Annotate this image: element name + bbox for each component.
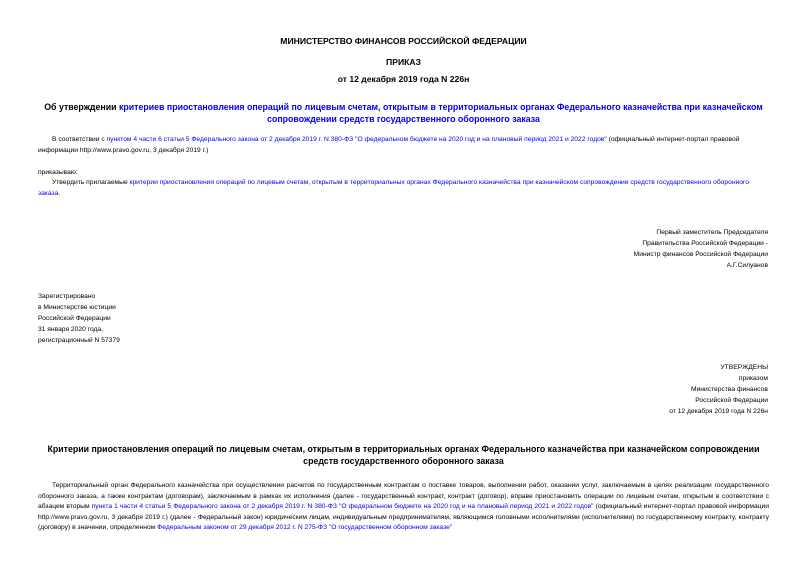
order-title: ПРИКАЗ <box>386 57 421 67</box>
approve-prefix: Утвердить прилагаемые <box>52 179 130 186</box>
signature-line: Правительства Российской Федерации - <box>642 240 768 247</box>
orders-word: приказываю: <box>38 169 78 176</box>
signature-line: Министр финансов Российской Федерации <box>633 251 768 258</box>
approve-criteria-link[interactable]: критерии приостановления операций по лицевым счетам, открытым в территориальных органах Федерального казначейства при казначейском сопровождении средств государственного оборонного заказа <box>38 179 749 197</box>
criteria-body-part2: (официальный интернет-портал правовой информации http://www.pravo.gov.ru, 3 декабря 2019 г.) (далее - Федеральный закон) юридическим лицам, индивидуальным предпринимателям, являющимся головными исполнителями (исполнителями) по государственному контракту, контракту (договору) в значении, определенном <box>38 503 770 532</box>
legal-basis-prefix: В соответствии с <box>52 136 107 143</box>
criteria-body-paragraph <box>38 481 769 534</box>
ministry-heading: МИНИСТЕРСТВО ФИНАНСОВ РОССИЙСКОЙ ФЕДЕРАЦИИ <box>280 36 527 46</box>
signature-block <box>634 227 768 271</box>
legal-basis-link[interactable]: пунктом 4 части 6 статьи 5 Федерального закона от 2 декабря 2019 г. N 380-ФЗ "О федеральном бюджете на 2020 год и на плановый период 2021 и 2022 годов" <box>106 136 607 143</box>
order-subject-link[interactable]: критериев приостановления операций по лицевым счетам, открытым в территориальных органах Федерального казначейства при казначейском сопровождении средств государственного оборонного заказа <box>118 102 763 124</box>
approved-line: приказом <box>738 375 768 382</box>
approved-line: Министерства финансов <box>690 386 768 393</box>
registration-block <box>38 291 120 346</box>
order-subject-prefix: Об утверждении <box>44 102 119 112</box>
signatory-name: А.Г.Силуанов <box>726 262 768 269</box>
registration-line: Российской Федерации <box>38 315 111 322</box>
criteria-title: Критерии приостановления операций по лицевым счетам, открытым в территориальных органах Федерального казначейства при казначейском сопровождении средств государственного оборонного заказа <box>47 444 760 466</box>
criteria-body-part1: Территориальный орган Федерального казначейства при осуществлении расчетов по государственным контрактам о поставке товаров, выполнении работ, оказании услуг, заключаемым в целях реализации государственного оборонного заказа, а также контрактам (договорам), заключаемым в рамках их исполнения (далее - государственный контракт, контракт (договор), вправе приостановить операции по лицевым счетам, открытым в соответствии с абзацем вторым <box>38 482 769 511</box>
approved-date: от 12 декабря 2019 года N 226н <box>669 408 768 415</box>
approve-paragraph <box>38 178 770 199</box>
defense-order-law-link[interactable]: Федеральным законом от 29 декабря 2012 г. N 275-ФЗ "О государственном оборонном заказе" <box>157 524 453 532</box>
approved-line: Российской Федерации <box>695 397 768 404</box>
legal-basis-suffix: (официальный интернет-портал правовой информации http://www.pravo.gov.ru, 3 декабря 2019 г.) <box>38 136 740 154</box>
registration-date: 31 января 2020 года, <box>38 326 104 333</box>
approved-line: УТВЕРЖДЕНЫ <box>720 364 768 371</box>
legal-basis-paragraph <box>38 135 770 156</box>
federal-law-link[interactable]: пункта 1 части 4 статьи 5 Федерального закона от 2 декабря 2019 г. N 380-ФЗ "О федеральном бюджете на 2020 год и на плановый период 2021 и 2022 годов" <box>91 503 594 511</box>
signature-line: Первый заместитель Председателя <box>656 229 768 236</box>
registration-line: Зарегистрировано <box>38 293 96 300</box>
registration-number: регистрационный N 57379 <box>38 337 120 344</box>
order-subject <box>30 101 777 125</box>
registration-line: в Министерстве юстиции <box>38 304 116 311</box>
approved-block <box>669 362 768 417</box>
order-date-number: от 12 декабря 2019 года N 226н <box>337 74 470 84</box>
approve-suffix: . <box>58 189 61 197</box>
